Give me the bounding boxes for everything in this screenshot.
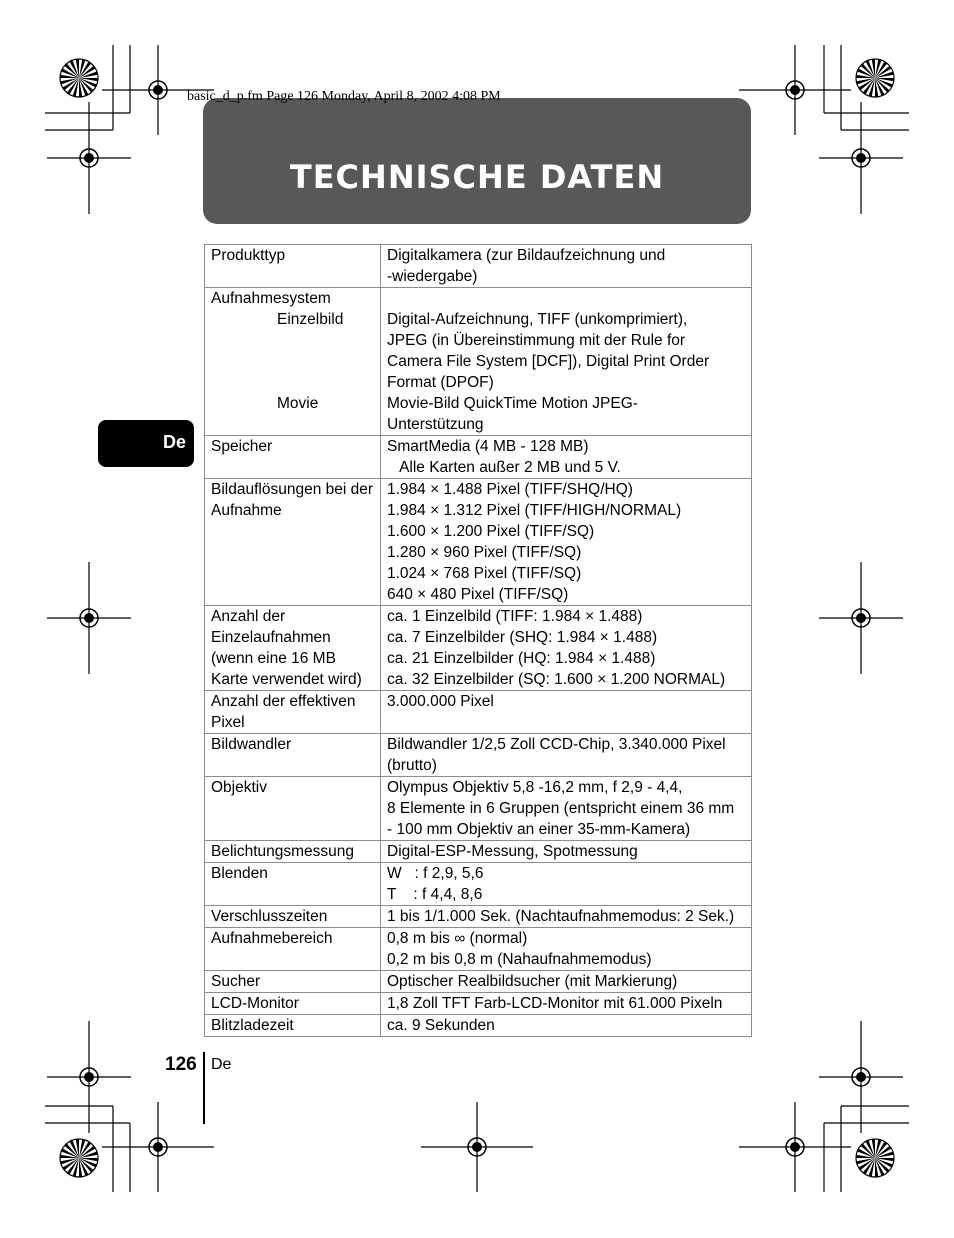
table-row	[205, 288, 752, 436]
table-row	[205, 691, 752, 734]
title-banner	[203, 98, 751, 224]
table-row	[205, 734, 752, 777]
spec-value	[381, 245, 752, 288]
table-row	[205, 928, 752, 971]
spec-value	[381, 906, 752, 928]
specifications-table	[204, 244, 752, 1037]
spec-label	[205, 288, 381, 436]
spec-value	[381, 1015, 752, 1037]
spec-label-text: LCD-Monitor	[211, 995, 299, 1012]
spec-value-line: ca. 1 Einzelbild (TIFF: 1.984 × 1.488)	[387, 608, 643, 625]
spec-label	[205, 971, 381, 993]
spec-value-line: Unterstützung	[387, 416, 484, 433]
spec-label-text: Blenden	[211, 865, 268, 882]
spec-label-text: Speicher	[211, 438, 273, 455]
spec-value-line: (brutto)	[387, 757, 437, 774]
spec-label-text: Anzahl der Einzelaufnahmen (wenn eine 16 MB Karte verwendet wird)	[211, 608, 362, 688]
spec-value-line: 1 bis 1/1.000 Sek. (Nachtaufnahmemodus: 2 Sek.)	[387, 908, 735, 925]
page-number: 126	[165, 1054, 197, 1075]
table-row	[205, 863, 752, 906]
spec-value-line	[387, 288, 747, 309]
spec-value	[381, 863, 752, 906]
spec-value-line: Format (DPOF)	[387, 374, 494, 391]
spec-label-text: Blitzladezeit	[211, 1017, 294, 1034]
spec-value-line: ca. 32 Einzelbilder (SQ: 1.600 × 1.200 NORMAL)	[387, 671, 726, 688]
spec-value	[381, 993, 752, 1015]
spec-sub-label: Einzelbild	[277, 311, 344, 328]
spec-value-line: SmartMedia (4 MB - 128 MB)	[387, 438, 589, 455]
spec-value	[381, 606, 752, 691]
spec-label	[205, 993, 381, 1015]
spec-value-line: 1.600 × 1.200 Pixel (TIFF/SQ)	[387, 523, 595, 540]
spec-value-line: 8 Elemente in 6 Gruppen (entspricht einem 36 mm	[387, 800, 735, 817]
spec-value-line: ca. 7 Einzelbilder (SHQ: 1.984 × 1.488)	[387, 629, 658, 646]
spec-label-text: Bildwandler	[211, 736, 292, 753]
table-row	[205, 606, 752, 691]
spec-label-text: Aufnahmebereich	[211, 930, 333, 947]
spec-value-line: ca. 9 Sekunden	[387, 1017, 495, 1034]
spec-label	[205, 928, 381, 971]
spec-value-line: 1.984 × 1.312 Pixel (TIFF/HIGH/NORMAL)	[387, 502, 682, 519]
table-row	[205, 1015, 752, 1037]
spec-value	[381, 436, 752, 479]
page-title: TECHNISCHE DATEN	[289, 158, 665, 196]
spec-value	[381, 691, 752, 734]
spec-label-text: Sucher	[211, 973, 261, 990]
spec-value-line: 1.280 × 960 Pixel (TIFF/SQ)	[387, 544, 582, 561]
table-row	[205, 993, 752, 1015]
spec-label-text: Aufnahmesystem	[211, 290, 331, 307]
spec-label-text: Anzahl der effektiven Pixel	[211, 693, 356, 731]
spec-label	[205, 436, 381, 479]
spec-label-text: Verschlusszeiten	[211, 908, 328, 925]
file-info-header: basic_d_p.fm Page 126 Monday, April 8, 2002 4:08 PM	[187, 89, 501, 104]
spec-label-text: Produkttyp	[211, 247, 286, 264]
spec-value-line: Bildwandler 1/2,5 Zoll CCD-Chip, 3.340.000 Pixel	[387, 736, 726, 753]
footer-rule	[203, 1052, 205, 1124]
spec-label-text: Objektiv	[211, 779, 267, 796]
spec-value-line: -wiedergabe)	[387, 268, 478, 285]
spec-value-line: Movie-Bild QuickTime Motion JPEG-	[387, 395, 638, 412]
spec-value	[381, 734, 752, 777]
spec-sub-label: Movie	[277, 395, 319, 412]
spec-value-line: Digital-Aufzeichnung, TIFF (unkomprimiert),	[387, 311, 688, 328]
spec-label	[205, 606, 381, 691]
language-tab: De	[98, 420, 194, 467]
table-row	[205, 777, 752, 841]
spec-value-line: JPEG (in Übereinstimmung mit der Rule for	[387, 332, 686, 349]
page-language: De	[211, 1056, 232, 1073]
spec-value	[381, 841, 752, 863]
spec-label	[205, 841, 381, 863]
spec-value	[381, 479, 752, 606]
table-row	[205, 971, 752, 993]
spec-label	[205, 245, 381, 288]
spec-value-line: 1,8 Zoll TFT Farb-LCD-Monitor mit 61.000 Pixeln	[387, 995, 723, 1012]
spec-label	[205, 691, 381, 734]
spec-value-line: 1.984 × 1.488 Pixel (TIFF/SHQ/HQ)	[387, 481, 633, 498]
spec-value	[381, 971, 752, 993]
spec-value-line: Optischer Realbildsucher (mit Markierung)	[387, 973, 678, 990]
spec-value-line: 3.000.000 Pixel	[387, 693, 494, 710]
table-row	[205, 245, 752, 288]
spec-value-line: W : f 2,9, 5,6	[387, 865, 484, 882]
spec-value-line: 0,2 m bis 0,8 m (Nahaufnahmemodus)	[387, 951, 652, 968]
spec-label	[205, 863, 381, 906]
spec-label	[205, 479, 381, 606]
spec-label-text: Belichtungsmessung	[211, 843, 355, 860]
spec-value	[381, 288, 752, 436]
spec-value-line: Digitalkamera (zur Bildaufzeichnung und	[387, 247, 666, 264]
table-row	[205, 906, 752, 928]
spec-value-line: Alle Karten außer 2 MB und 5 V.	[387, 459, 621, 476]
spec-value	[381, 777, 752, 841]
spec-label	[205, 906, 381, 928]
spec-value-line: 640 × 480 Pixel (TIFF/SQ)	[387, 586, 569, 603]
spec-value-line: Olympus Objektiv 5,8 -16,2 mm, f 2,9 - 4,4,	[387, 779, 683, 796]
spec-value-line: ca. 21 Einzelbilder (HQ: 1.984 × 1.488)	[387, 650, 656, 667]
table-row	[205, 479, 752, 606]
spec-value-line: Camera File System [DCF]), Digital Print Order	[387, 353, 710, 370]
spec-value-line: - 100 mm Objektiv an einer 35-mm-Kamera)	[387, 821, 691, 838]
spec-label	[205, 777, 381, 841]
spec-label	[205, 734, 381, 777]
spec-value	[381, 928, 752, 971]
spec-label-text: Bildauflösungen bei der Aufnahme	[211, 481, 374, 519]
table-row	[205, 436, 752, 479]
spec-value-line: 1.024 × 768 Pixel (TIFF/SQ)	[387, 565, 582, 582]
spec-label	[205, 1015, 381, 1037]
table-row	[205, 841, 752, 863]
spec-value-line: Digital-ESP-Messung, Spotmessung	[387, 843, 638, 860]
spec-value-line: 0,8 m bis ∞ (normal)	[387, 930, 528, 947]
spec-value-line: T : f 4,4, 8,6	[387, 886, 483, 903]
